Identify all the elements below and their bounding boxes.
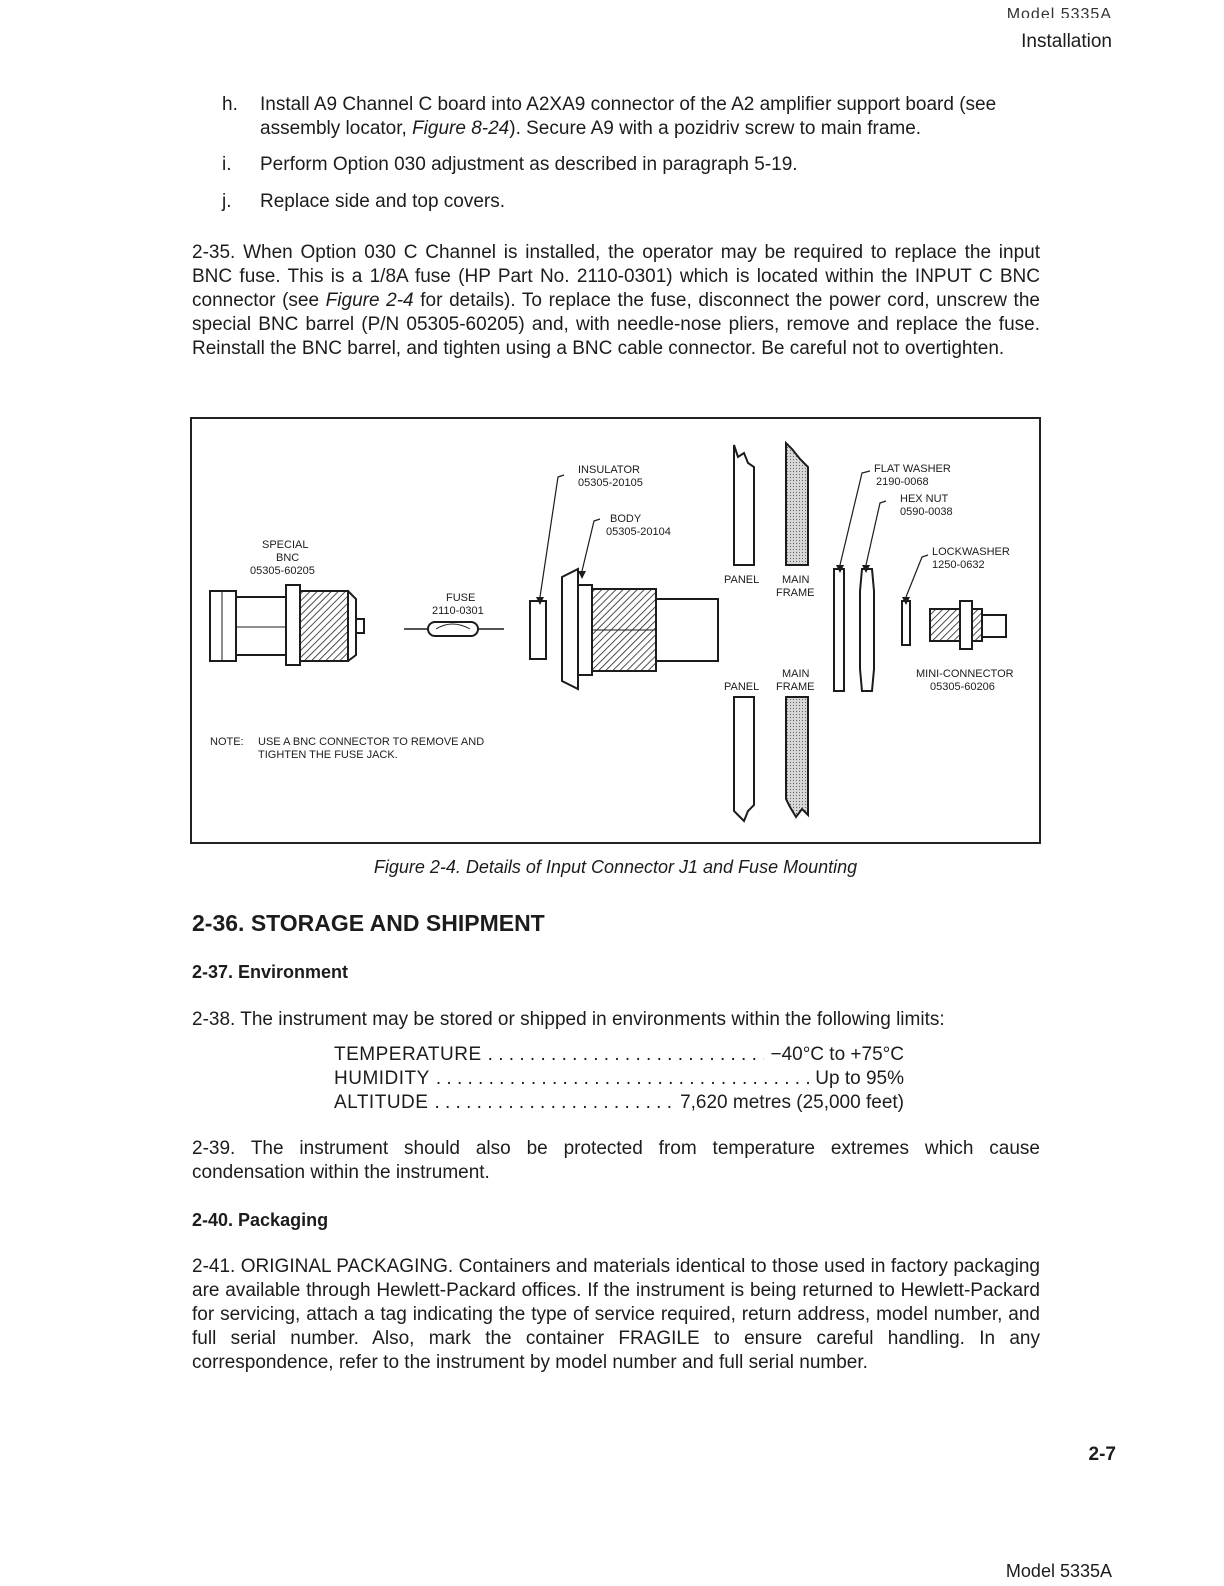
step-i [222,153,1062,177]
step-text: Perform Option 030 adjustment as described in paragraph 5-19. [260,154,798,175]
special-bnc-shape [210,585,364,665]
limit-value: Up to 95% [815,1068,904,1089]
limit-label: HUMIDITY [334,1068,430,1089]
running-header-section: Installation [1021,31,1112,52]
limit-altitude [334,1091,904,1115]
panel-label-lower: PANEL [724,681,760,693]
hex-nut-label: HEX NUT 0590-0038 [900,493,953,518]
limit-temperature [334,1043,904,1067]
main-frame-label-lower: MAIN FRAME [776,668,815,693]
figure-2-4 [190,417,1041,844]
limit-value: 7,620 metres (25,000 feet) [680,1092,904,1113]
paragraph-2-39: 2-39. The instrument should also be protected from temperature extremes which cause condensation within the instrument. [192,1138,1040,1183]
step-h [222,93,1062,141]
hex-nut-shape [860,569,874,691]
body-label: BODY 05305-20104 [606,513,671,538]
paragraph-2-38: 2-38. The instrument may be stored or shipped in environments within the following limits: [192,1009,945,1030]
page-number: 2-7 [1088,1444,1116,1465]
limit-label: TEMPERATURE [334,1044,482,1065]
panel-lower [734,697,754,821]
insulator-leader [540,475,564,597]
limit-value: −40°C to +75°C [770,1044,904,1065]
mini-connector-label: MINI-CONNECTOR 05305-60206 [916,668,1014,693]
special-bnc-label: SPECIAL BNC 05305-60205 [250,539,315,577]
section-heading-storage: 2-36. STORAGE AND SHIPMENT [192,910,545,936]
step-j [222,190,1062,214]
subheading-environment: 2-37. Environment [192,962,349,982]
lockwasher-label: LOCKWASHER 1250-0632 [932,546,1010,571]
step-letter: i. [222,154,232,175]
lockwasher-leader [906,555,928,597]
panel-label-upper: PANEL [724,574,760,586]
main-frame-upper [786,443,808,565]
step-letter: h. [222,94,238,115]
insulator-label: INSULATOR 05305-20105 [578,464,643,489]
figure-reference: Figure 2-4 [325,290,414,311]
paragraph-2-35: 2-35. When Option 030 C Channel is installed, the operator may be required to replace the input BNC fuse. This is a 1/8A fuse (HP Part No. 2110-0301) which is located within the INPUT C BNC connector (see Figure 2-4 for details). To replace the fuse, disconnect the power cord, unscrew the special BNC barrel (P/N 05305-60205) and, with needle-nose pliers, remove and replace the fuse. Reinstall the BNC barrel, and tighten using a BNC cable connector. Be careful not to overtighten. [192,242,1040,359]
flat-washer-shape [834,569,844,691]
footer-model: Model 5335A [1005,1561,1112,1581]
limit-label: ALTITUDE [334,1092,429,1113]
figure-caption: Figure 2-4. Details of Input Connector J1 and Fuse Mounting [373,857,858,877]
connector-diagram [192,419,1039,842]
note-label: NOTE: [210,736,244,748]
fuse-shape [404,622,504,636]
main-frame-label-upper: MAIN FRAME [776,574,815,599]
step-text: Replace side and top covers. [260,191,506,212]
hex-nut-leader [866,501,886,565]
subheading-packaging: 2-40. Packaging [192,1210,329,1230]
body-leader [582,519,600,571]
figure-reference: Figure 8-24 [412,118,510,139]
step-text: Install A9 Channel C board into A2XA9 connector of the A2 amplifier support board (see assembly locator, Figure 8-24). Secure A9 with a pozidriv screw to main frame. [260,94,997,139]
step-letter: j. [222,191,232,212]
main-frame-lower [786,697,808,817]
panel-upper [734,445,754,565]
paragraph-2-41: 2-41. ORIGINAL PACKAGING. Containers and materials identical to those used in factory packaging are available through Hewlett-Packard offices. If the instrument is being returned to Hewlett-Packard for servicing, attach a tag indicating the type of service required, return address, model number, and full serial number. Also, mark the container FRAGILE to ensure careful handling. In any correspondence, refer to the instrument by model number and full serial number. [192,1256,1040,1373]
lockwasher-shape [902,601,910,645]
insulator-shape [530,601,546,659]
body-shape [562,569,718,689]
mini-connector-shape [930,601,1006,649]
note-text: USE A BNC CONNECTOR TO REMOVE AND TIGHTEN THE FUSE JACK. [258,736,485,761]
limit-humidity [334,1067,904,1091]
flat-washer-leader [840,471,870,565]
flat-washer-label: FLAT WASHER 2190-0068 [874,463,951,488]
running-header-model: Model 5335A [1006,6,1112,18]
fuse-label: FUSE 2110-0301 [432,592,484,617]
